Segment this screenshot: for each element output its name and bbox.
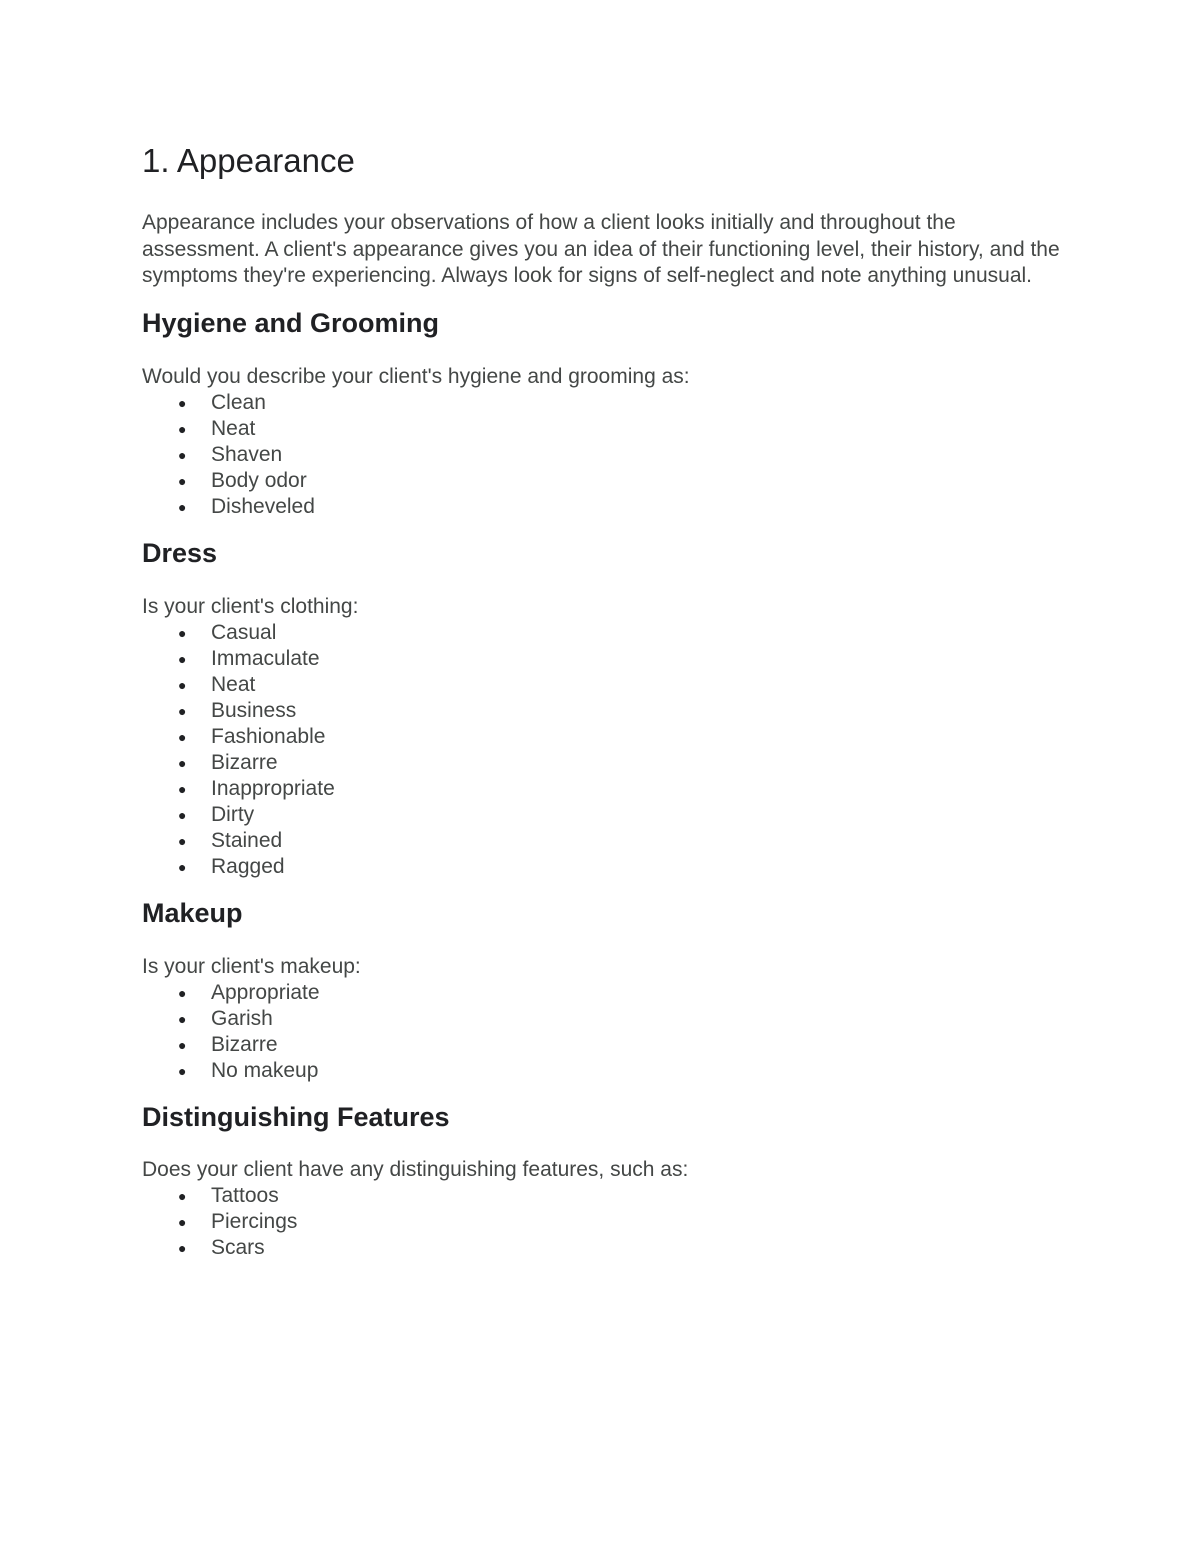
bullet-icon: ● <box>178 472 187 489</box>
list-item <box>142 390 1062 416</box>
bullet-icon: ● <box>178 1036 187 1053</box>
list-item-text: Garish <box>211 1006 273 1030</box>
bullet-icon: ● <box>178 984 187 1001</box>
list-item-text: Immaculate <box>211 646 320 670</box>
list-item-text: Bizarre <box>211 750 278 774</box>
list-item <box>142 854 1062 880</box>
section-heading-features: Distinguishing Features <box>142 1101 450 1132</box>
list-item-text: Fashionable <box>211 724 326 748</box>
list-item-text: Bizarre <box>211 1032 278 1056</box>
list-item-text: Disheveled <box>211 494 315 518</box>
document-title: 1. Appearance <box>142 142 355 179</box>
list-features <box>142 1183 1062 1261</box>
list-item-text: Shaven <box>211 442 283 466</box>
list-item <box>142 1006 1062 1032</box>
bullet-icon: ● <box>178 858 187 875</box>
list-item-text: Dirty <box>211 802 255 826</box>
list-item-text: Business <box>211 698 297 722</box>
list-makeup <box>142 980 1062 1084</box>
list-item <box>142 698 1062 724</box>
list-item <box>142 620 1062 646</box>
list-item <box>142 724 1062 750</box>
document-page <box>142 138 1062 1261</box>
list-item <box>142 672 1062 698</box>
list-item <box>142 750 1062 776</box>
bullet-icon: ● <box>178 624 187 641</box>
bullet-icon: ● <box>178 1187 187 1204</box>
list-item <box>142 980 1062 1006</box>
bullet-icon: ● <box>178 650 187 667</box>
bullet-icon: ● <box>178 806 187 823</box>
list-item-text: Tattoos <box>211 1183 279 1207</box>
list-item-text: Scars <box>211 1235 265 1259</box>
list-dress <box>142 620 1062 880</box>
prompt-hygiene: Would you describe your client's hygiene and grooming as: <box>142 364 690 388</box>
bullet-icon: ● <box>178 728 187 745</box>
list-item <box>142 442 1062 468</box>
list-item-text: Inappropriate <box>211 776 335 800</box>
list-item-text: Casual <box>211 620 277 644</box>
list-item <box>142 802 1062 828</box>
bullet-icon: ● <box>178 394 187 411</box>
section-heading-dress: Dress <box>142 537 218 568</box>
prompt-features: Does your client have any distinguishing features, such as: <box>142 1157 689 1181</box>
list-item <box>142 828 1062 854</box>
list-item-text: Neat <box>211 416 256 440</box>
list-item <box>142 1209 1062 1235</box>
bullet-icon: ● <box>178 780 187 797</box>
list-item <box>142 1032 1062 1058</box>
bullet-icon: ● <box>178 1213 187 1230</box>
list-item <box>142 1058 1062 1084</box>
list-item <box>142 494 1062 520</box>
bullet-icon: ● <box>178 498 187 515</box>
list-item-text: No makeup <box>211 1058 319 1082</box>
list-item-text: Ragged <box>211 854 285 878</box>
list-item <box>142 416 1062 442</box>
list-item <box>142 1235 1062 1261</box>
list-item-text: Appropriate <box>211 980 320 1004</box>
bullet-icon: ● <box>178 446 187 463</box>
section-heading-makeup: Makeup <box>142 897 243 928</box>
list-hygiene <box>142 390 1062 520</box>
list-item <box>142 468 1062 494</box>
list-item-text: Stained <box>211 828 283 852</box>
list-item-text: Clean <box>211 390 266 414</box>
bullet-icon: ● <box>178 832 187 849</box>
bullet-icon: ● <box>178 1239 187 1256</box>
prompt-makeup: Is your client's makeup: <box>142 954 361 978</box>
prompt-dress: Is your client's clothing: <box>142 594 359 618</box>
list-item <box>142 776 1062 802</box>
bullet-icon: ● <box>178 702 187 719</box>
bullet-icon: ● <box>178 1010 187 1027</box>
bullet-icon: ● <box>178 676 187 693</box>
list-item <box>142 646 1062 672</box>
bullet-icon: ● <box>178 1062 187 1079</box>
bullet-icon: ● <box>178 754 187 771</box>
list-item-text: Body odor <box>211 468 307 492</box>
section-heading-hygiene: Hygiene and Grooming <box>142 307 440 338</box>
list-item-text: Neat <box>211 672 256 696</box>
list-item <box>142 1183 1062 1209</box>
bullet-icon: ● <box>178 420 187 437</box>
list-item-text: Piercings <box>211 1209 298 1233</box>
intro-paragraph: Appearance includes your observations of how a client looks initially and throughout the assessment. A client's appearance gives you an idea of their functioning level, their history, and the symptoms they're experiencing. Always look for signs of self-neglect and note anything unusual. <box>142 211 1060 287</box>
